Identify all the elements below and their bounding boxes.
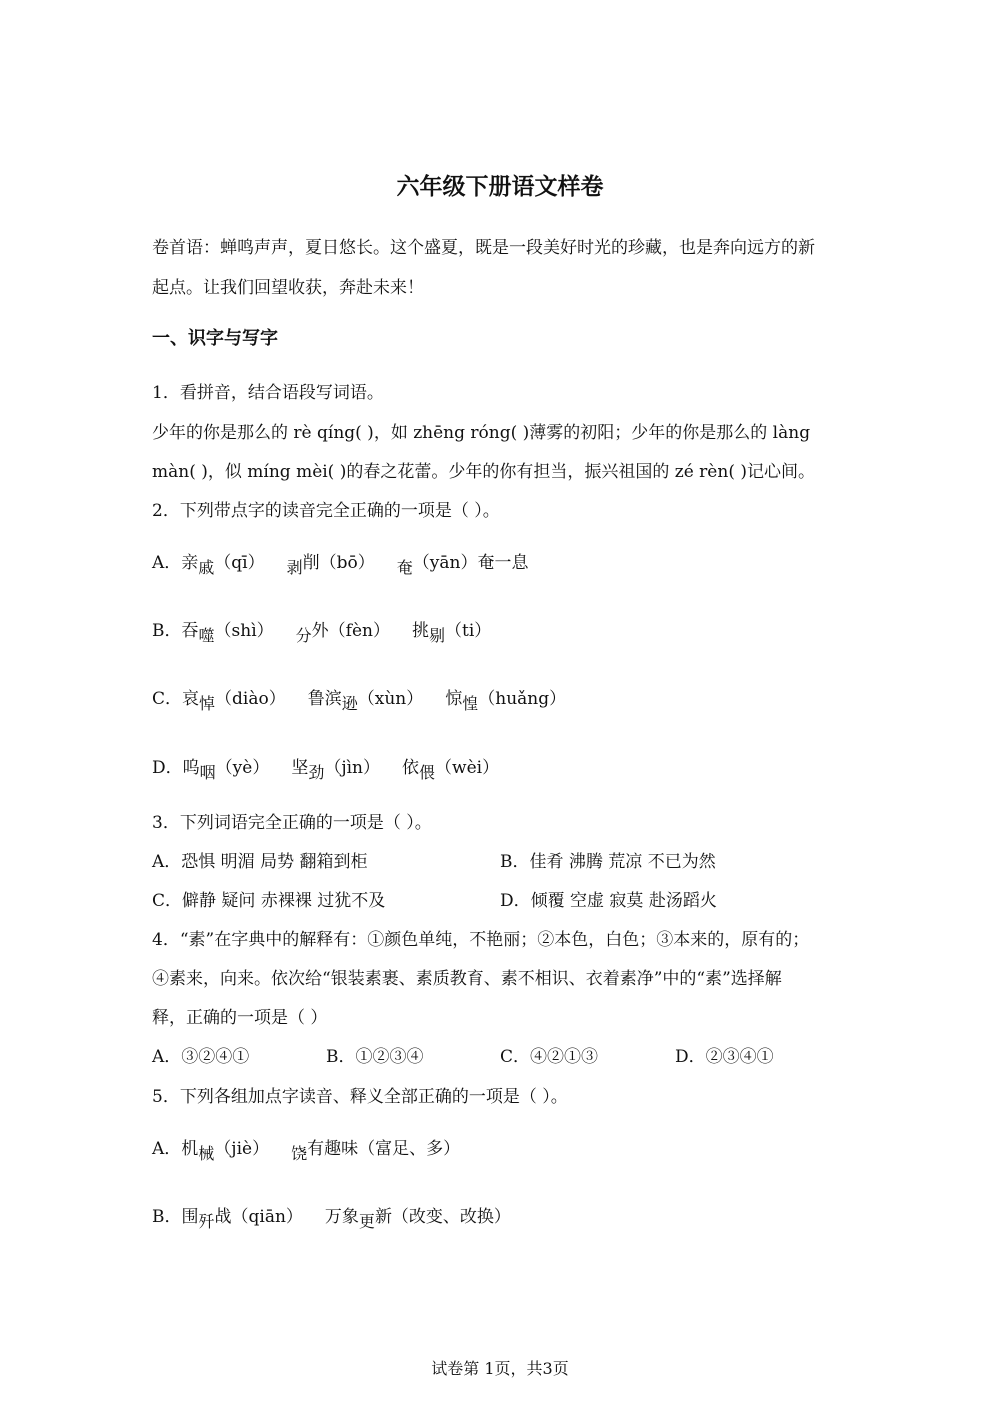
pinyin: （yān）奄一息 [412, 553, 529, 573]
dotted-char: 奄 [396, 558, 413, 577]
dotted-char: 劲 [308, 763, 325, 782]
q3-option-a: A．恐惧 明湄 局势 翻箱到柜 [152, 852, 368, 872]
pinyin: （ti） [444, 621, 492, 641]
page-footer: 试卷第 1页，共3页 [431, 1359, 569, 1378]
option-label: A． [152, 553, 182, 573]
word: 惊 [445, 689, 463, 709]
q1-line-2: màn( )，似 míng mèi( )的春之花蕾。少年的你有担当，振兴祖国的 zé rèn( )记心间。 [152, 462, 815, 482]
q2-option-a [152, 548, 529, 577]
word: 有趣味（富足、多） [307, 1139, 461, 1159]
pinyin: （fèn） [328, 621, 390, 641]
word: 机 [181, 1139, 199, 1159]
q1-stem: 1．看拼音，结合语段写词语。 [152, 383, 384, 403]
word: 围 [181, 1207, 199, 1227]
option-label: B． [152, 1207, 182, 1227]
option-label: B． [152, 621, 182, 641]
option-label: A． [152, 1139, 182, 1159]
dotted-char: 械 [198, 1144, 215, 1163]
pinyin: （huǎng） [478, 689, 567, 709]
section-heading: 一、识字与写字 [152, 328, 278, 349]
q3-option-b: B．佳肴 沸腾 荒凉 不已为然 [500, 852, 716, 872]
pinyin: （diào） [215, 689, 286, 709]
page-title: 六年级下册语文样卷 [396, 174, 604, 200]
word: 新（改变、改换） [374, 1207, 511, 1227]
pinyin: （jiè） [214, 1139, 270, 1159]
word: 亲 [181, 553, 199, 573]
word: 依 [402, 758, 420, 778]
q2-stem: 2．下列带点字的读音完全正确的一项是（ ）。 [152, 501, 500, 521]
q3-option-c: C．僻静 疑问 赤裸裸 过犹不及 [152, 891, 386, 911]
option-label: D． [152, 758, 183, 778]
dotted-char: 剔 [428, 626, 445, 645]
q4-option-a: A．③②④① [152, 1047, 250, 1067]
word: 呜 [182, 758, 200, 778]
q4-line-2: ④素来，向来。依次给“银装素裹、素质教育、素不相识、衣着素净”中的“素”选择解 [152, 969, 782, 989]
q2-option-c [152, 684, 567, 713]
pinyin: （xùn） [357, 689, 424, 709]
word: 吞 [181, 621, 199, 641]
word: 战（qiān） [214, 1207, 303, 1227]
q4-option-b: B．①②③④ [326, 1047, 424, 1067]
dotted-char: 偎 [419, 763, 436, 782]
option-label: C． [152, 689, 183, 709]
q5-option-b [152, 1202, 511, 1231]
intro-line-2: 起点。让我们回望收获，奔赴未来！ [152, 278, 424, 298]
q3-stem: 3．下列词语完全正确的一项是（ ）。 [152, 813, 432, 833]
dotted-char: 分 [295, 626, 312, 645]
intro-line-1: 卷首语：蝉鸣声声，夏日悠长。这个盛夏，既是一段美好时光的珍藏，也是奔向远方的新 [152, 238, 815, 258]
q2-option-d [152, 753, 500, 782]
q5-option-a [152, 1134, 461, 1163]
q1-line-1: 少年的你是那么的 rè qíng( )，如 zhēng róng( )薄雾的初阳；少年的你是那么的 làng [152, 423, 811, 443]
q3-option-d: D．倾覆 空虚 寂莫 赴汤蹈火 [500, 891, 717, 911]
dotted-char: 歼 [198, 1212, 215, 1231]
q4-option-c: C．④②①③ [500, 1047, 599, 1067]
pinyin: （shì） [214, 621, 274, 641]
dotted-char: 悼 [199, 694, 216, 713]
dotted-char: 咽 [199, 763, 216, 782]
dotted-char: 惶 [462, 694, 479, 713]
q2-option-b [152, 616, 492, 645]
dotted-char: 剥 [286, 558, 303, 577]
dotted-char: 噬 [198, 626, 215, 645]
word: 万象 [324, 1207, 359, 1227]
word: 削 [302, 553, 320, 573]
dotted-char: 戚 [198, 558, 215, 577]
pinyin: （jìn） [324, 758, 381, 778]
q5-stem: 5．下列各组加点字读音、释义全部正确的一项是（ ）。 [152, 1087, 568, 1107]
word: 外 [311, 621, 329, 641]
pinyin: （bō） [319, 553, 375, 573]
q4-line-3: 释，正确的一项是（ ） [152, 1008, 328, 1028]
pinyin: （qī） [214, 553, 265, 573]
dotted-char: 逊 [341, 694, 358, 713]
dotted-char: 更 [358, 1212, 375, 1231]
pinyin: （yè） [215, 758, 270, 778]
word: 鲁滨 [307, 689, 342, 709]
q4-line-1: 4．“素”在字典中的解释有：①颜色单纯，不艳丽；②本色，白色；③本来的，原有的； [152, 930, 810, 950]
q4-option-d: D．②③④① [675, 1047, 774, 1067]
pinyin: （wèi） [435, 758, 500, 778]
word: 挑 [411, 621, 429, 641]
word: 坚 [291, 758, 309, 778]
dotted-char: 饶 [291, 1144, 308, 1163]
word: 哀 [182, 689, 200, 709]
